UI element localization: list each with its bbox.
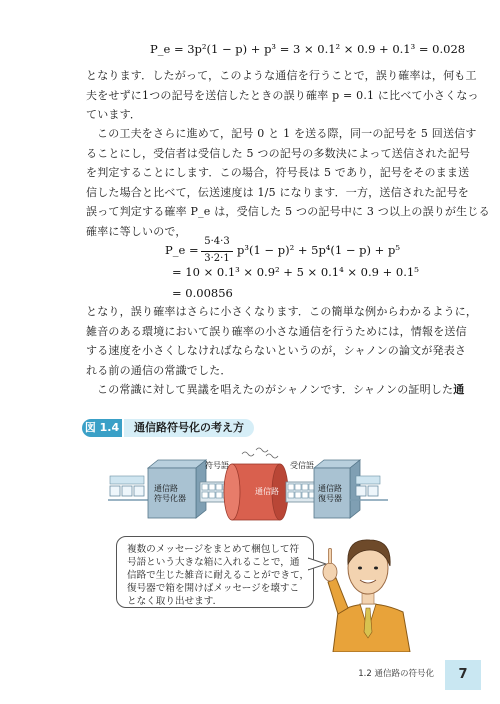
equation-top: P_e = 3p²(1 − p) + p³ = 3 × 0.1² × 0.9 + 0.1³ = 0.028 xyxy=(150,42,466,56)
text-run: この常識に対して異議を唱えたのがシャノンです．シャノンの証明した xyxy=(97,383,454,396)
equation-line-2: = 10 × 0.1³ × 0.9² + 5 × 0.1⁴ × 0.9 + 0.1⁵ xyxy=(172,265,419,279)
equation-line-3: = 0.00856 xyxy=(172,286,233,300)
bubble-line: 復号器で箱を開けばメッセージを壊すこ xyxy=(127,583,300,594)
figure-title xyxy=(82,417,242,439)
input-message-boxes xyxy=(110,476,144,496)
text-line xyxy=(86,380,465,400)
page-footer xyxy=(0,660,500,690)
channel-cylinder xyxy=(224,448,288,520)
fraction-denominator: 3·2·1 xyxy=(204,253,230,264)
speech-bubble xyxy=(116,536,314,608)
bubble-text xyxy=(127,543,310,608)
text-line: となり，誤り確率はさらに小さくなります．この簡単な例からわかるように， xyxy=(86,305,478,318)
page-number: 7 xyxy=(445,660,481,690)
text-line: 誤って判定する確率 P_e は，受信した 5 つの記号中に 3 つ以上の誤りが生じる xyxy=(86,205,490,218)
label-encoder: 通信路 符号化器 xyxy=(154,484,186,503)
figure-number: 図 1.4 xyxy=(82,419,122,437)
shannon-illustration xyxy=(318,512,418,652)
section-title: 1.2 通信路の符号化 xyxy=(358,669,434,679)
text-line: 雑音のある環境において誤り確率の小さな通信を行うためには，情報を送信 xyxy=(86,324,467,338)
text-run-bold: 通 xyxy=(453,383,465,396)
paragraph-3 xyxy=(86,302,478,380)
text-line: れる前の通信の常識でした． xyxy=(86,363,232,377)
label-decoder: 通信路 復号器 xyxy=(318,484,342,503)
text-line: する速度を小さくしなければならないというのが，シャノンの論文が発表さ xyxy=(86,344,467,357)
fraction-numerator: 5·4·3 xyxy=(204,236,230,247)
label-received-word: 受信語 xyxy=(290,461,314,470)
text-line: を判定することにします．この場合，符号長は 5 であり，記号をそのまま送 xyxy=(86,166,470,179)
text-line: この工夫をさらに進めて，記号 0 と 1 を送る際，同一の記号を 5 回送信す xyxy=(97,127,477,140)
text-line: ています． xyxy=(86,108,142,121)
paragraph-4 xyxy=(86,380,465,400)
paragraph-2 xyxy=(86,124,490,241)
label-channel: 通信路 xyxy=(255,487,279,496)
output-message-boxes xyxy=(356,476,380,496)
equation-rhs: p³(1 − p)² + 5p⁴(1 − p) + p⁵ xyxy=(237,243,400,257)
text-line: 確率に等しいので， xyxy=(86,224,187,238)
fraction-bar xyxy=(201,251,233,252)
text-line: となります．したがって，このような通信を行うことで，誤り確率は，何も工 xyxy=(86,69,477,82)
bubble-line: 複数のメッセージをまとめて梱包して符 xyxy=(127,544,300,555)
bubble-line: となく取り出せます． xyxy=(127,596,223,607)
text-line: 信した場合と比べて，伝送速度は 1/5 になります．一方，送信された記号を xyxy=(86,185,469,199)
paragraph-1 xyxy=(86,66,479,125)
equation-lhs: P_e = xyxy=(165,243,199,257)
text-line: 夫をせずに1つの記号を送信したときの誤り確率 p = 0.1 に比べて小さくなっ xyxy=(86,88,479,102)
text-line: ることにし，受信者は受信した 5 つの記号の多数決によって送信された記号 xyxy=(86,146,471,160)
bubble-line: 信路で生じた雑音に耐えることができて， xyxy=(127,570,310,581)
figure-caption: 通信路符号化の考え方 xyxy=(124,419,254,437)
bubble-line: 号語という大きな箱に入れることで，通 xyxy=(127,557,300,568)
label-codeword: 符号語 xyxy=(205,461,229,470)
